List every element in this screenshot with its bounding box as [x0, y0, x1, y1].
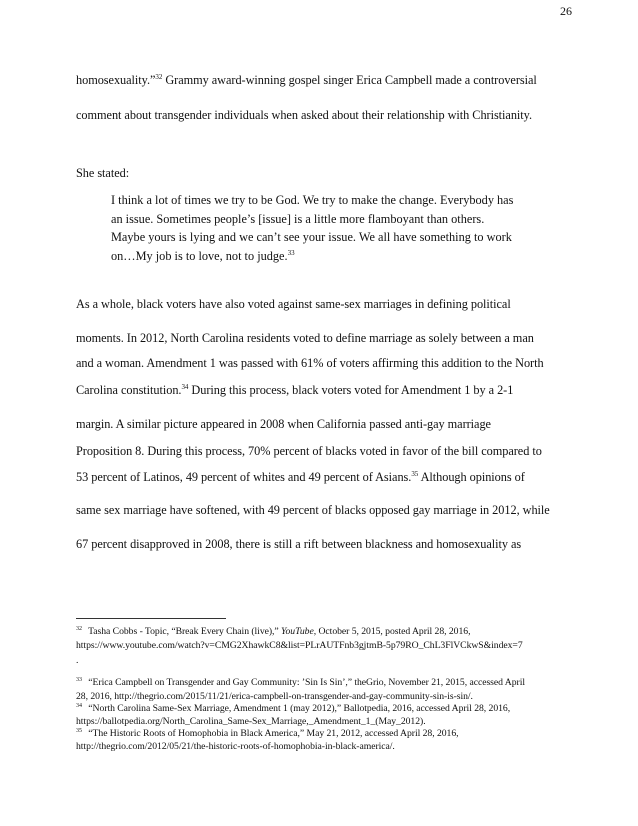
- she-stated-text: She stated:: [76, 166, 130, 180]
- text-run: 53 percent of Latinos, 49 percent of whites and 49 percent of Asians.: [76, 470, 412, 484]
- paragraph-line: As a whole, black voters have also voted against same-sex marriages in defining political: [76, 297, 511, 311]
- footnote-ref-32[interactable]: 32: [155, 73, 163, 81]
- text-run: homosexuality.”: [76, 73, 156, 87]
- paragraph-line: margin. A similar picture appeared in 2008 when California passed anti-gay marriage: [76, 417, 491, 431]
- page-number: 26: [560, 4, 572, 18]
- text-run-italic: YouTube: [281, 626, 314, 637]
- paragraph-line: comment about transgender individuals when asked about their relationship with Christianity.: [76, 108, 532, 122]
- paragraph-line: Proposition 8. During this process, 70% percent of blacks voted in favor of the bill compared to: [76, 444, 542, 458]
- paragraph-line: [76, 383, 513, 398]
- block-quote-line: I think a lot of times we try to be God. We try to make the change. Everybody has: [111, 193, 514, 207]
- paragraph-line: [76, 73, 537, 88]
- footnote-link[interactable]: https://www.youtube.com/watch?v=CMG2XhawkC8&list=PLrAUTFnb3gjtmB-5p79RO_ChL3FlVCkwS&index=7: [76, 640, 523, 651]
- footnote-line: .: [76, 655, 79, 666]
- text-run: Grammy award-winning gospel singer Erica Campbell made a controversial: [162, 73, 537, 87]
- block-quote-line: an issue. Sometimes people’s [issue] is a little more flamboyant than others.: [111, 212, 485, 226]
- footnote-ref-33[interactable]: 33: [287, 249, 295, 257]
- footnote-number: 33: [76, 677, 82, 683]
- footnote-link[interactable]: 28, 2016, http://thegrio.com/2015/11/21/erica-campbell-on-transgender-and-gay-community-sin-is-sin/.: [76, 691, 473, 702]
- footnote-separator: [76, 618, 226, 619]
- paragraph-line: same sex marriage have softened, with 49 percent of blacks opposed gay marriage in 2012, while: [76, 503, 550, 517]
- paragraph-line: moments. In 2012, North Carolina residents voted to define marriage as solely between a man: [76, 331, 534, 345]
- footnote-ref-35[interactable]: 35: [411, 470, 419, 478]
- block-quote-line: [111, 249, 295, 264]
- text-run: Although opinions of: [418, 470, 525, 484]
- text-run: During this process, black voters voted for Amendment 1 by a 2-1: [188, 383, 514, 397]
- text-run: “North Carolina Same-Sex Marriage, Amendment 1 (may 2012),” Ballotpedia, 2016, accessed April 28, 2016,: [85, 703, 511, 714]
- text-run: , October 5, 2015, posted April 28, 2016,: [313, 626, 471, 637]
- text-run: “The Historic Roots of Homophobia in Black America,” May 21, 2012, accessed April 28, 2016,: [85, 728, 459, 739]
- footnote-link[interactable]: https://ballotpedia.org/North_Carolina_Same-Sex_Marriage,_Amendment_1_(May_2012).: [76, 716, 426, 727]
- footnote-number: 35: [76, 728, 82, 734]
- text-run: Carolina constitution.: [76, 383, 182, 397]
- footnote-link[interactable]: http://thegrio.com/2012/05/21/the-historic-roots-of-homophobia-in-black-america/.: [76, 741, 395, 752]
- footnote-number: 34: [76, 703, 82, 709]
- paragraph-line: and a woman. Amendment 1 was passed with 61% of voters affirming this addition to the North: [76, 356, 544, 370]
- footnote-35: [76, 728, 459, 739]
- text-run: “Erica Campbell on Transgender and Gay Community: ’Sin Is Sin’,” theGrio, November 21, 2015, accessed April: [85, 677, 525, 688]
- block-quote-line: Maybe yours is lying and we can’t see your issue. We all have something to work: [111, 230, 512, 244]
- footnote-32: [76, 626, 470, 637]
- footnote-number: 32: [76, 626, 82, 632]
- paragraph-line: 67 percent disapproved in 2008, there is still a rift between blackness and homosexuality as: [76, 537, 522, 551]
- text-run: on…My job is to love, not to judge.: [111, 249, 288, 263]
- footnote-ref-34[interactable]: 34: [181, 383, 189, 391]
- footnote-34: [76, 703, 510, 714]
- footnote-33: [76, 677, 525, 688]
- paragraph-line: [76, 470, 525, 485]
- text-run: Tasha Cobbs - Topic, “Break Every Chain (live),”: [85, 626, 282, 637]
